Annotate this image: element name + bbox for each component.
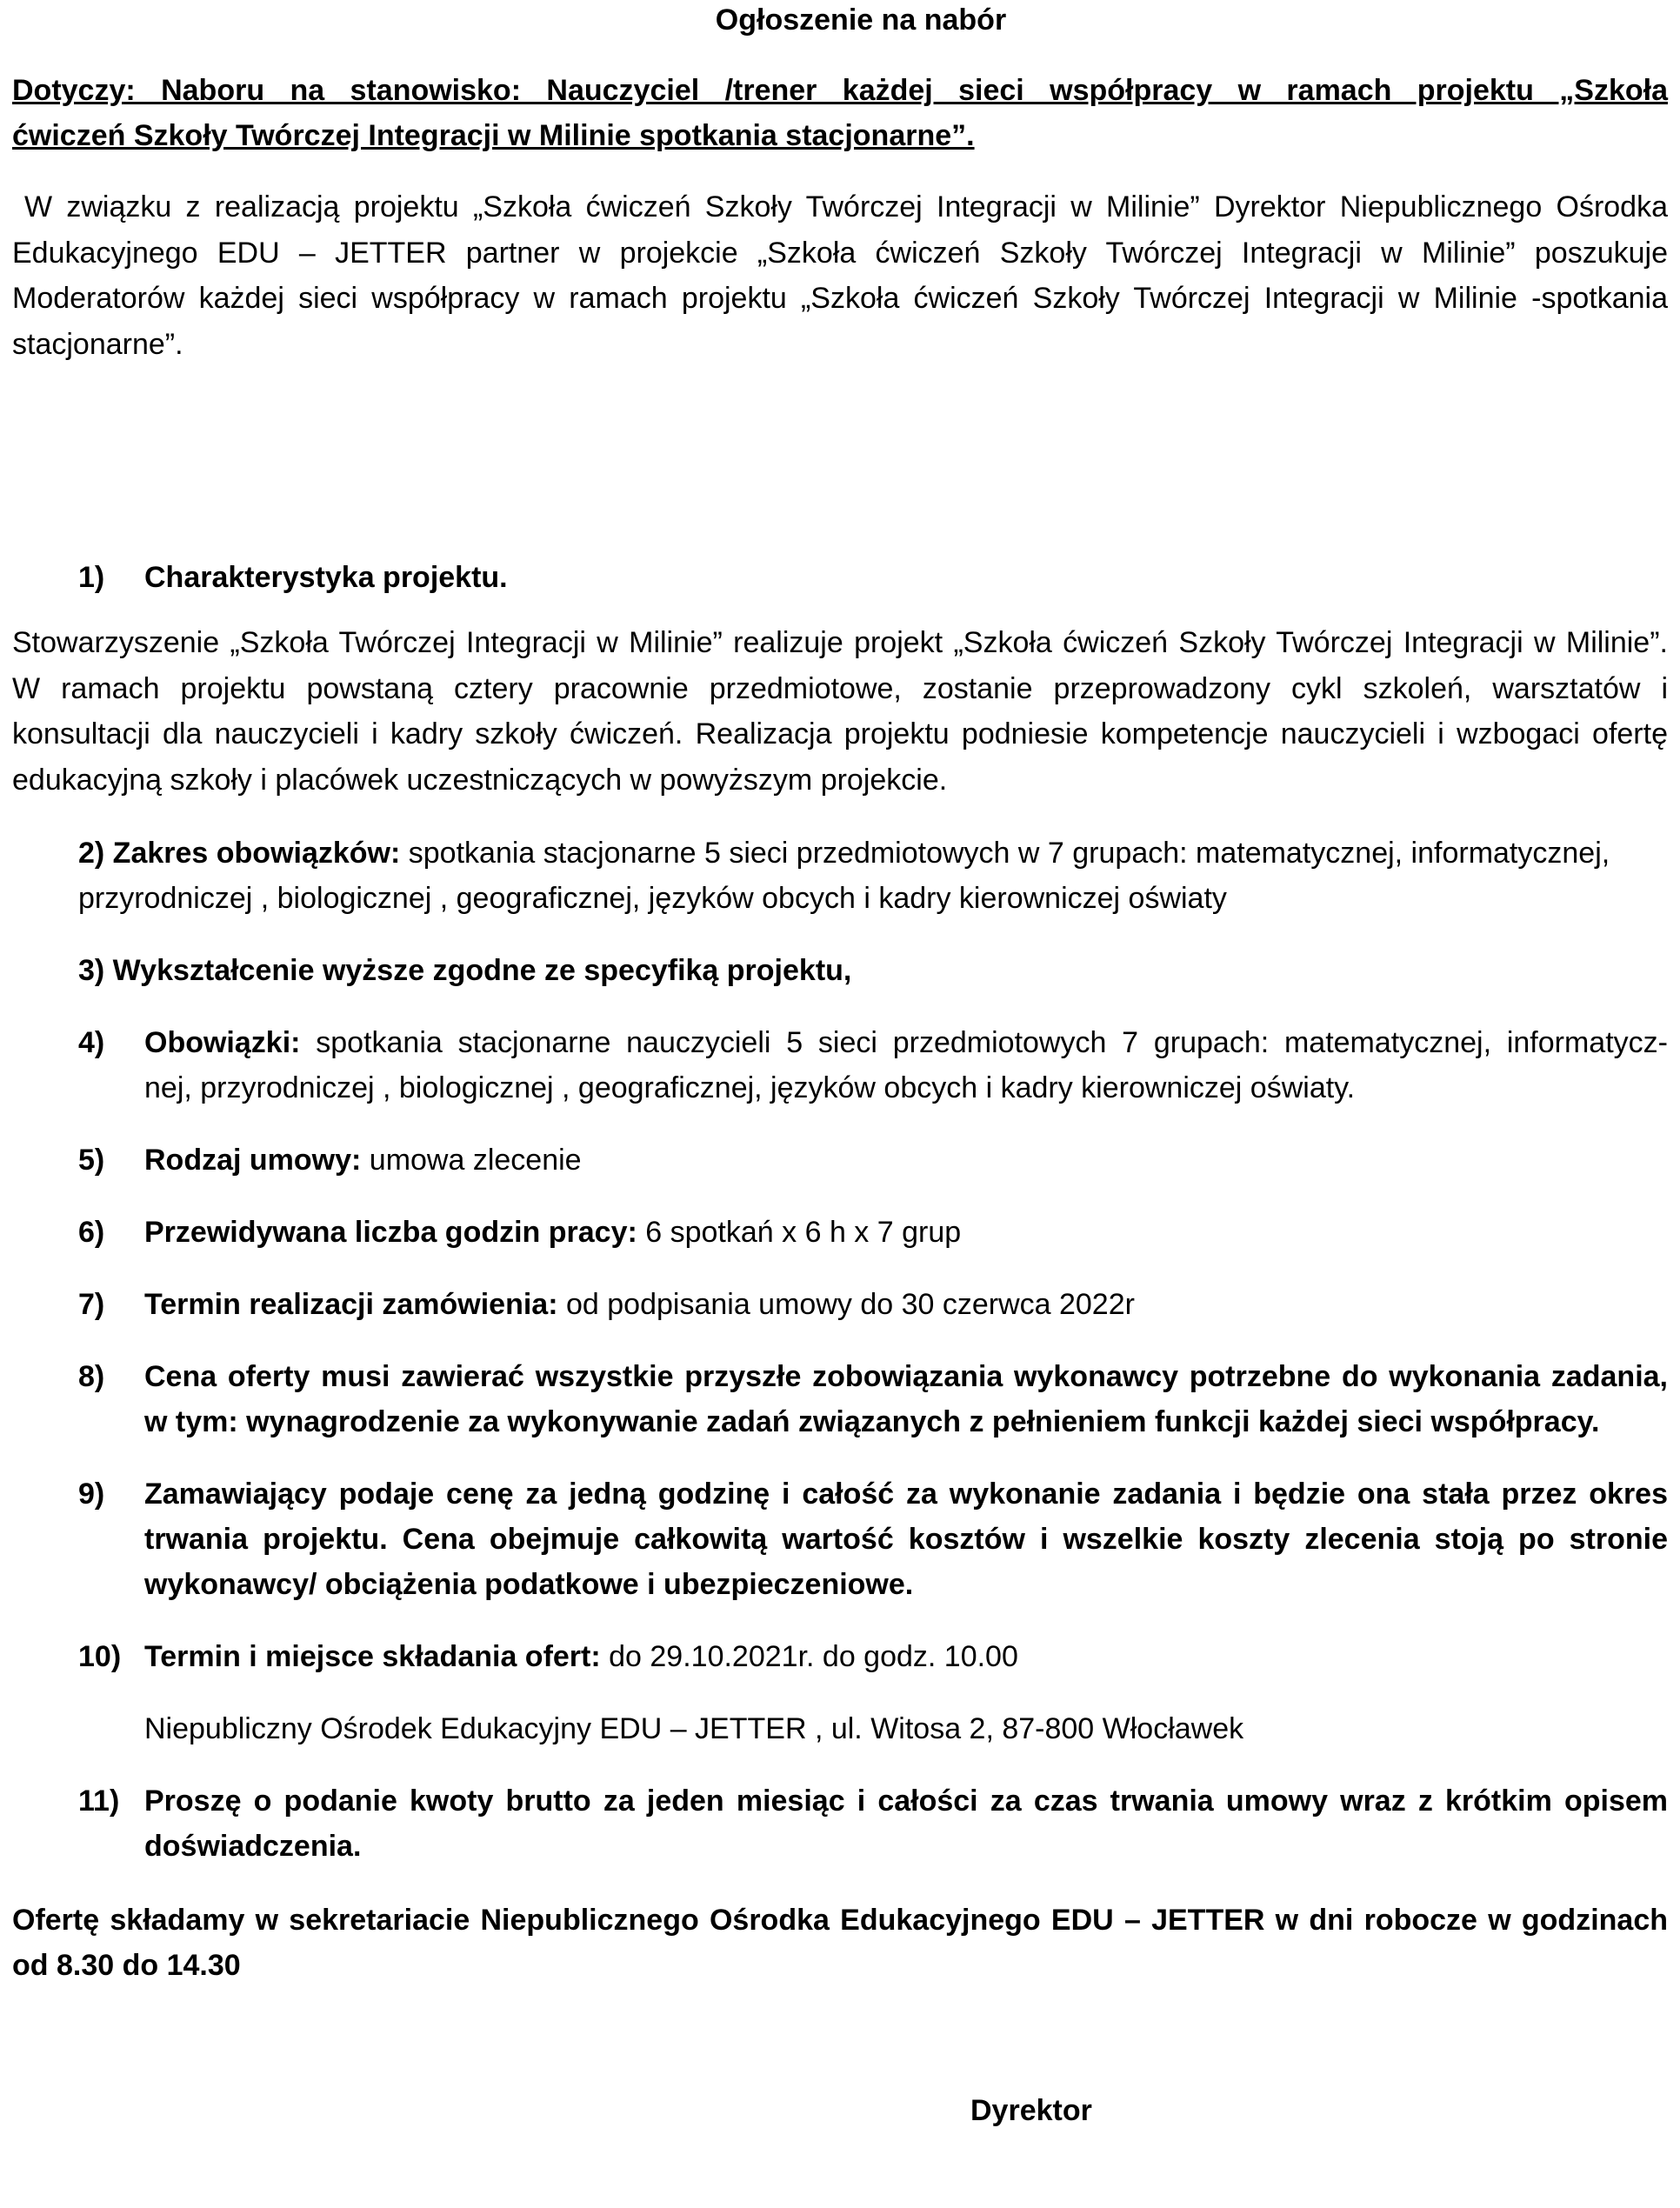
item-8-line-1: Cena oferty musi zawierać wszystkie przyszłe zobowiązania wykonawcy potrzebne do wykonania zadania, — [144, 1360, 1668, 1393]
item-8-line-2: w tym: wynagrodzenie za wykonywanie zadań związanych z pełnieniem funkcji każdej sieci współpracy. — [144, 1405, 1600, 1438]
item-10-number: 10) — [78, 1640, 122, 1673]
intro-line-2: Edukacyjnego EDU – JETTER partner w projekcie „Szkoła ćwiczeń Szkoły Twórczej Integracji w Milinie” poszukuje — [12, 236, 1668, 270]
item-10-label: Termin i miejsce składania ofert: — [144, 1640, 601, 1673]
item-7-text: od podpisania umowy do 30 czerwca 2022r — [557, 1288, 1135, 1321]
item-5-number: 5) — [78, 1144, 105, 1177]
closing-line-2: od 8.30 do 14.30 — [12, 1949, 241, 1982]
item-5-label: Rodzaj umowy: — [144, 1144, 362, 1177]
section-1-title: Charakterystyka projektu. — [144, 561, 508, 594]
item-11-number: 11) — [78, 1784, 120, 1818]
item-10-address: Niepubliczny Ośrodek Edukacyjny EDU – JETTER , ul. Witosa 2, 87-800 Włocławek — [144, 1712, 1244, 1745]
characteristics-paragraph — [12, 620, 1668, 803]
characteristics-line-3: konsultacji dla nauczycieli i kadry szkoły ćwiczeń. Realizacja projektu podniesie kompetencje nauczycieli i wzbogaci ofertę — [12, 717, 1668, 750]
intro-paragraph — [12, 184, 1668, 367]
item-4-label: Obowiązki: — [144, 1026, 301, 1059]
item-4-text: spotkania stacjonarne nauczycieli 5 sieci przedmiotowych 7 grupach: matematycznej, informatycz- — [300, 1026, 1668, 1059]
item-6-text: 6 spotkań x 6 h x 7 grup — [637, 1216, 962, 1249]
intro-line-1: W związku z realizacją projektu „Szkoła ćwiczeń Szkoły Twórczej Integracji w Milinie” Dyrektor Niepublicznego Ośrodka — [24, 190, 1668, 223]
item-11-line-2: doświadczenia. — [144, 1830, 362, 1863]
item-4-line-2: nej, przyrodniczej , biologicznej , geograficznej, języków obcych i kadry kierowniczej oświaty. — [144, 1071, 1356, 1104]
subject-line — [12, 68, 1668, 158]
subject-line-1: Dotyczy: Naboru na stanowisko: Nauczyciel /trener każdej sieci współpracy w ramach projektu „Szkoła — [12, 74, 1668, 107]
page-title: Ogłoszenie na nabór — [715, 3, 1007, 37]
item-7-label: Termin realizacji zamówienia: — [144, 1288, 558, 1321]
section-1-number: 1) — [78, 561, 105, 594]
item-7-number: 7) — [78, 1288, 105, 1321]
item-2-duties-scope — [78, 831, 1668, 921]
item-2-label: 2) Zakres obowiązków: — [78, 837, 401, 870]
item-5-text: umowa zlecenie — [361, 1144, 582, 1177]
characteristics-line-4: edukacyjną szkoły i placówek uczestniczących w powyższym projekcie. — [12, 763, 948, 797]
signature-director: Dyrektor — [970, 2094, 1092, 2127]
item-4-number: 4) — [78, 1026, 105, 1059]
item-2-text: spotkania stacjonarne 5 sieci przedmiotowych w 7 grupach: matematycznej, informatycznej, — [400, 837, 1610, 870]
subject-line-2: ćwiczeń Szkoły Twórczej Integracji w Milinie spotkania stacjonarne”. — [12, 119, 975, 152]
item-9-line-1: Zamawiający podaje cenę za jedną godzinę i całość za wykonanie zadania i będzie ona stała przez okres — [144, 1478, 1668, 1511]
characteristics-line-2: W ramach projektu powstaną cztery pracownie przedmiotowe, zostanie przeprowadzony cykl szkoleń, warsztatów i — [12, 671, 1668, 705]
item-6-number: 6) — [78, 1216, 105, 1249]
item-9-line-2: trwania projektu. Cena obejmuje całkowitą wartość kosztów i wszelkie koszty zlecenia stoją po stronie — [144, 1523, 1668, 1556]
intro-line-4: stacjonarne”. — [12, 327, 183, 361]
characteristics-line-1: Stowarzyszenie „Szkoła Twórczej Integracji w Milinie” realizuje projekt „Szkoła ćwiczeń Szkoły Twórczej Integracji w Milinie”. — [12, 626, 1668, 659]
intro-line-3: Moderatorów każdej sieci współpracy w ramach projektu „Szkoła ćwiczeń Szkoły Twórczej Integracji w Milinie -spotkania — [12, 282, 1668, 315]
item-9-line-3: wykonawcy/ obciążenia podatkowe i ubezpieczeniowe. — [144, 1568, 914, 1601]
closing-paragraph — [12, 1898, 1668, 1988]
item-3-education: 3) Wykształcenie wyższe zgodne ze specyfiką projektu, — [78, 954, 852, 987]
item-10-text: do 29.10.2021r. do godz. 10.00 — [600, 1640, 1018, 1673]
item-6-label: Przewidywana liczba godzin pracy: — [144, 1216, 637, 1249]
closing-line-1: Ofertę składamy w sekretariacie Niepublicznego Ośrodka Edukacyjnego EDU – JETTER w dni robocze w godzinach — [12, 1904, 1668, 1937]
item-9-number: 9) — [78, 1478, 105, 1511]
item-8-number: 8) — [78, 1360, 105, 1393]
item-2-line-2: przyrodniczej , biologicznej , geograficznej, języków obcych i kadry kierowniczej oświaty — [78, 882, 1227, 915]
item-11-line-1: Proszę o podanie kwoty brutto za jeden miesiąc i całości za czas trwania umowy wraz z krótkim opisem — [144, 1784, 1668, 1818]
